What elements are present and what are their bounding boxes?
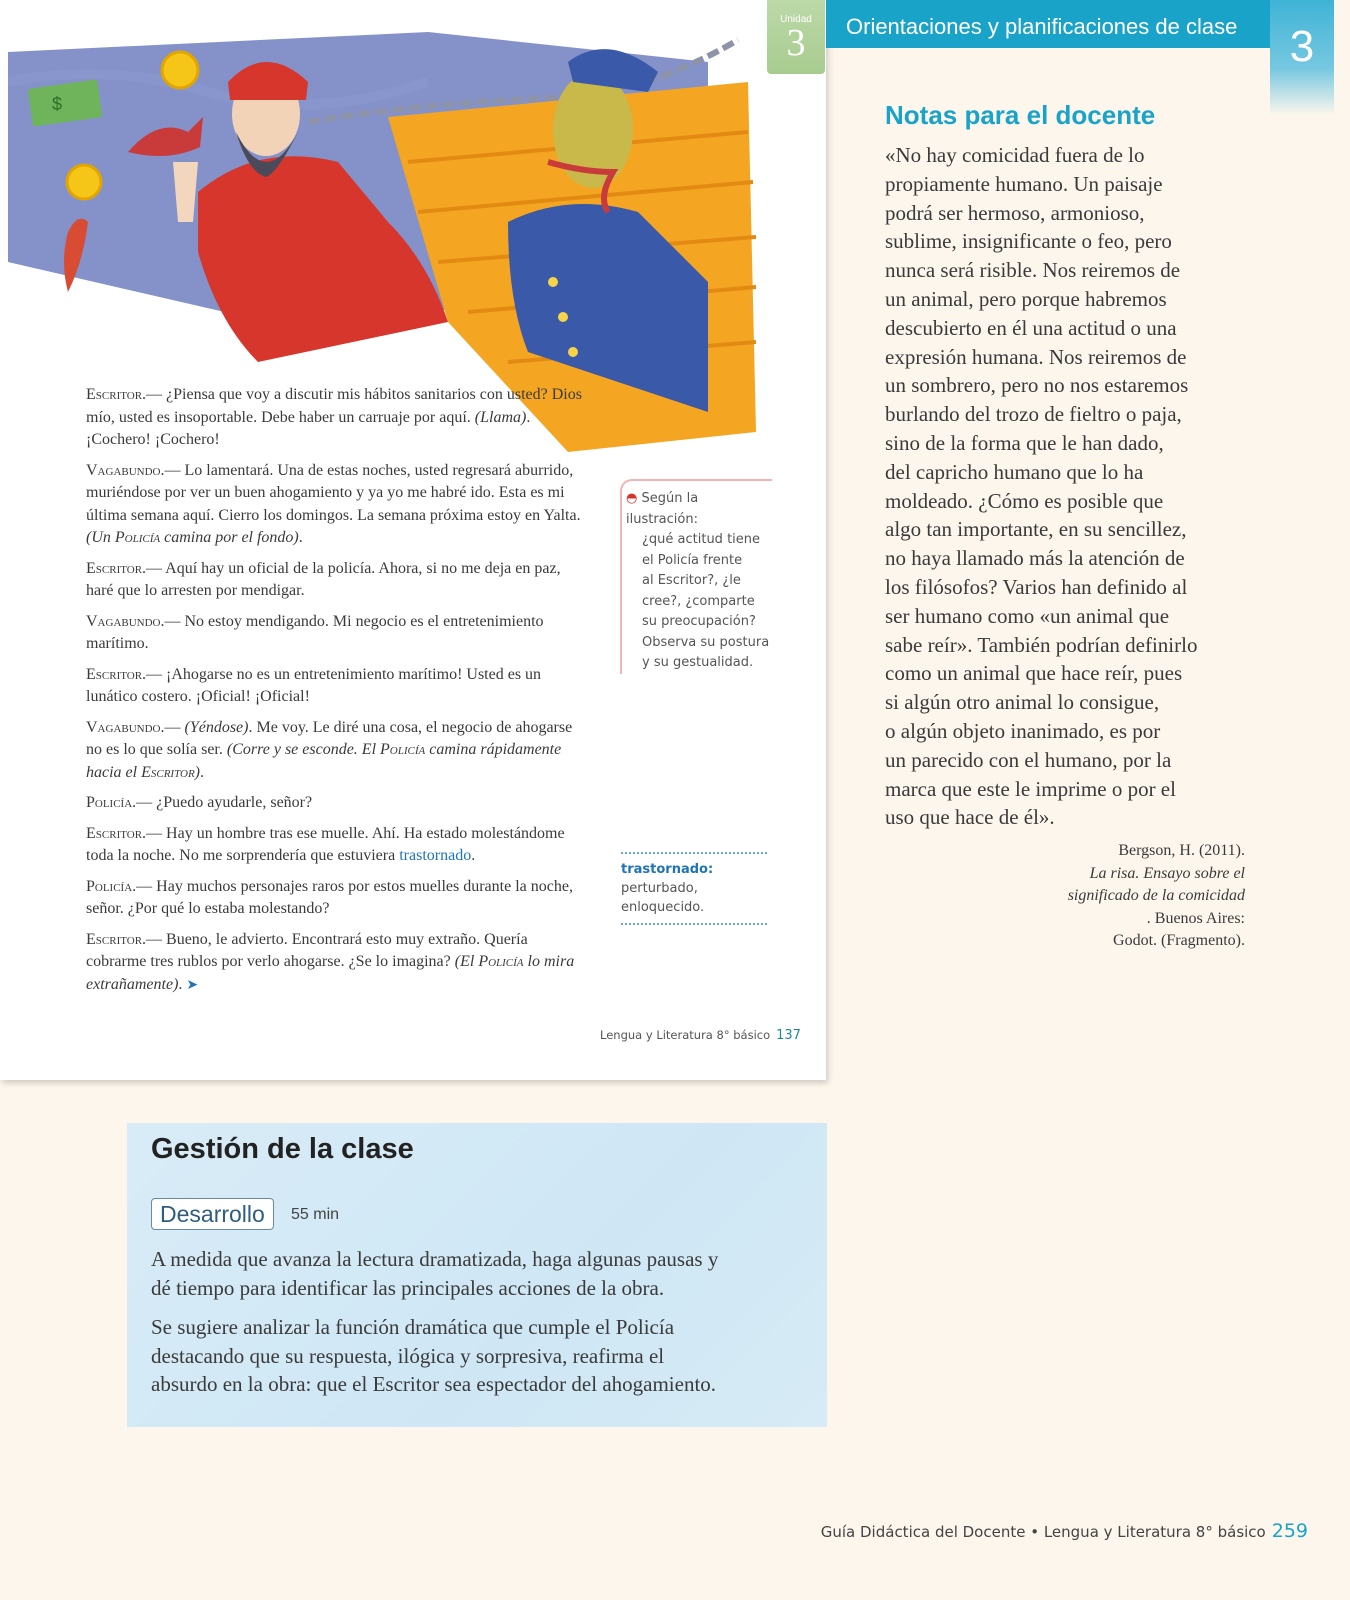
quote-line: los filósofos? Varios han definido al [885,574,1188,599]
text-run: — Hay un hombre tras ese muelle. Ahí. Ha estado molestándome toda la noche. No me sorprendería que estuviera [86,824,565,864]
quote-line: podrá ser hermoso, armonioso, [885,200,1145,225]
glossary-box [621,852,767,925]
quote-line: sublime, insignificante o feo, pero [885,229,1172,254]
student-page-footer-text: Lengua y Literatura 8° básico [600,1028,771,1042]
continue-arrow-icon: ➤ [186,977,199,993]
dialogue-line [86,558,592,603]
dialogue-line [86,460,592,550]
text-run: (Un [86,529,115,546]
quote-line: si algún otro animal lo consigue, [885,690,1160,715]
quote-line: propiamente humano. Un paisaje [885,171,1163,196]
text-run: lo mira extrañamente) [86,953,575,993]
question-text: Según la ilustración: [626,491,699,527]
student-page-footer [600,1028,801,1043]
quote-line: un parecido con el humano, por la [885,747,1172,772]
glossary-term: trastornado: [621,862,714,877]
guide-footer-text: Guía Didáctica del Docente • Lengua y Literatura 8° básico [820,1523,1266,1541]
reference-line [885,930,1245,953]
quote-line: descubierto en él una actitud o una [885,315,1177,340]
text-run: Policía [380,741,426,758]
reference-line [885,840,1245,885]
dialogue-line [86,876,592,921]
quote-line: como un animal que hace reír, pues [885,661,1183,686]
text-run: — Bueno, le advierto. Encontrará esto muy extraño. Quería cobrarme tres rublos por verlo ahogarse. ¿Se lo imagina? [86,930,528,970]
quote-line: uso que hace de él». [885,805,1055,830]
teacher-notes-title: Notas para el docente [885,100,1156,130]
class-management-paragraph [151,1245,811,1302]
question-line [622,571,772,592]
text-run: . [178,975,187,993]
quote-line: expresión humana. Nos reiremos de [885,344,1187,369]
speaker-name: Vagabundo. [86,612,165,630]
speaker-name: Escritor. [86,665,147,683]
text-run: — ¿Puedo ayudarle, señor? [136,794,313,811]
text-run: (Yéndose) [184,718,249,736]
speaker-name: Escritor. [86,824,147,842]
question-text: su preocupación? [642,614,756,629]
class-management-paragraph [151,1313,811,1399]
quote-line: algo tan importante, en su sencillez, [885,517,1187,542]
text-run: — No estoy mendigando. Mi negocio es el entretenimiento marítimo. [86,612,544,652]
text-run: Godot. (Fragmento). [1113,932,1245,950]
paragraph-line: A medida que avanza la lectura dramatizada, haga algunas pausas y [151,1247,719,1271]
quote-line: nunca será risible. Nos reiremos de [885,258,1181,283]
teacher-notes-quote [885,141,1245,832]
glossary-link: trastornado [399,847,472,864]
text-run: significado de la comicidad [1067,887,1245,905]
speaker-name: Policía. [86,877,137,895]
text-run: — ¡Ahogarse no es un entretenimiento marítimo! Usted es un lunático costero. ¡Oficial! ¡Oficial! [86,665,542,705]
phase-duration: 55 min [291,1206,340,1223]
unit-label: Unidad [780,14,812,25]
question-line [622,612,772,633]
glossary-definition-line: enloquecido. [621,900,705,915]
quote-line: moldeado. ¿Cómo es posible que [885,488,1164,513]
paragraph-line: Se sugiere analizar la función dramática que cumple el Policía [151,1315,675,1339]
dialogue-line [86,792,592,815]
glossary-definition-line: perturbado, [621,881,698,896]
teacher-notes [885,100,1245,953]
question-line [622,633,772,654]
coin [162,52,198,88]
text-run: La risa. Ensayo sobre el [1089,864,1245,882]
text-run: (Corre y se esconde. El [226,741,381,758]
play-dialogue [86,384,592,1005]
class-management-box [127,1123,827,1427]
question-text: y su gestualidad. [642,655,754,670]
coin [67,165,101,199]
student-page-number: 137 [776,1028,801,1043]
question-text: ¿qué actitud tiene [642,532,761,547]
guide-footer [821,1520,1308,1542]
unit-number: 3 [786,22,806,64]
text-run: Policía [114,529,161,546]
text-run: . Buenos Aires: [1146,909,1245,927]
quote-line: un animal, pero porque habremos [885,286,1167,311]
question-text: Observa su postura [642,634,770,650]
text-run: camina por el fondo) [160,529,299,546]
text-run: camina rápidamente hacia el [86,741,562,781]
quote-line: sino de la forma que le han dado, [885,430,1164,455]
quote-line: del capricho humano que lo ha [885,459,1144,484]
class-management-title: Gestión de la clase [151,1133,414,1165]
question-text: el Policía frente [642,552,743,568]
text-run: — Hay muchos personajes raros por estos muelles durante la noche, señor. ¿Por qué lo estaba molestando? [86,877,573,917]
eye-icon: ◓ [626,491,642,506]
header-title: Orientaciones y planificaciones de clase [846,14,1238,39]
text-run: . ¡Cochero! ¡Cochero! [86,408,531,448]
speaker-name: Vagabundo. [86,461,165,479]
unit-tab [767,0,825,74]
quote-line: sabe reír». También podrían definirlo [885,632,1198,657]
speaker-name: Escritor. [86,930,147,948]
dialogue-line [86,929,592,998]
svg-text:$: $ [52,94,63,114]
text-run: — Lo lamentará. Una de estas noches, usted regresará aburrido, muriéndose por ver un buen ahogamiento y ya yo me habré ido. Esta es mi última semana aquí. Cierro los domingos. La semana próxima estoy en Yalta. [86,461,581,524]
text-run: . [471,847,476,864]
text-run: (Llama) [474,408,527,426]
dialogue-line [86,664,592,709]
dialogue-line [86,717,592,785]
text-run: Bergson, H. (2011). [1118,842,1245,860]
illustration-question [620,479,772,674]
text-run: Policía [478,953,524,970]
quote-line: un sombrero, pero no nos estaremos [885,373,1189,398]
dialogue-line [86,823,592,868]
speaker-name: Vagabundo. [86,718,165,736]
quote-line: marca que este le imprime o por el [885,776,1176,801]
dialogue-line [86,611,592,656]
question-line [622,530,772,551]
student-book-page [0,0,826,1080]
text-run: . Me voy. Le diré una cosa, el negocio de ahogarse no es lo que solía ser. [86,718,573,758]
reference-line [885,885,1245,930]
quote-line: o algún objeto inanimado, es por [885,718,1161,743]
question-line [622,592,772,613]
text-run: . [298,529,303,546]
text-run: — Aquí hay un oficial de la policía. Ahora, si no me deja en paz, haré que lo arresten por mendigar. [86,559,561,599]
quote-line: «No hay comicidad fuera de lo [885,143,1145,167]
phase-badge: Desarrollo [151,1198,274,1230]
text-run: . [200,763,204,781]
speaker-name: Policía. [86,794,137,811]
paragraph-line: destacando que su respuesta, ilógica y sorpresiva, reafirma el [151,1343,665,1368]
text-run: — [164,718,185,736]
question-line [622,551,772,572]
guide-page-number: 259 [1271,1520,1308,1542]
header-bar [826,0,1270,48]
paragraph-line: dé tiempo para identificar las principales acciones de la obra. [151,1275,665,1300]
text-run: ) [194,763,200,781]
speaker-name: Escritor. [86,386,147,403]
question-text: cree?, ¿comparte [642,593,755,609]
text-run: Escritor [141,763,195,781]
question-line [622,653,772,674]
quote-line: burlando del trozo de fieltro o paja, [885,402,1182,427]
text-run: (El [454,953,479,970]
dialogue-line [86,384,592,452]
paragraph-line: absurdo en la obra: que el Escritor sea espectador del ahogamiento. [151,1372,717,1396]
quote-line: ser humano como «un animal que [885,603,1170,628]
question-text: al Escritor?, ¿le [642,573,741,588]
header-unit-number: 3 [1270,0,1334,115]
text-run: — ¿Piensa que voy a discutir mis hábitos sanitarios con usted? Dios mío, usted es insoportable. Debe haber un carruaje por aquí. [86,386,582,426]
quote-line: no haya llamado más la atención de [885,546,1185,571]
question-line [622,489,772,530]
speaker-name: Escritor. [86,559,147,577]
teacher-notes-reference [885,840,1245,953]
